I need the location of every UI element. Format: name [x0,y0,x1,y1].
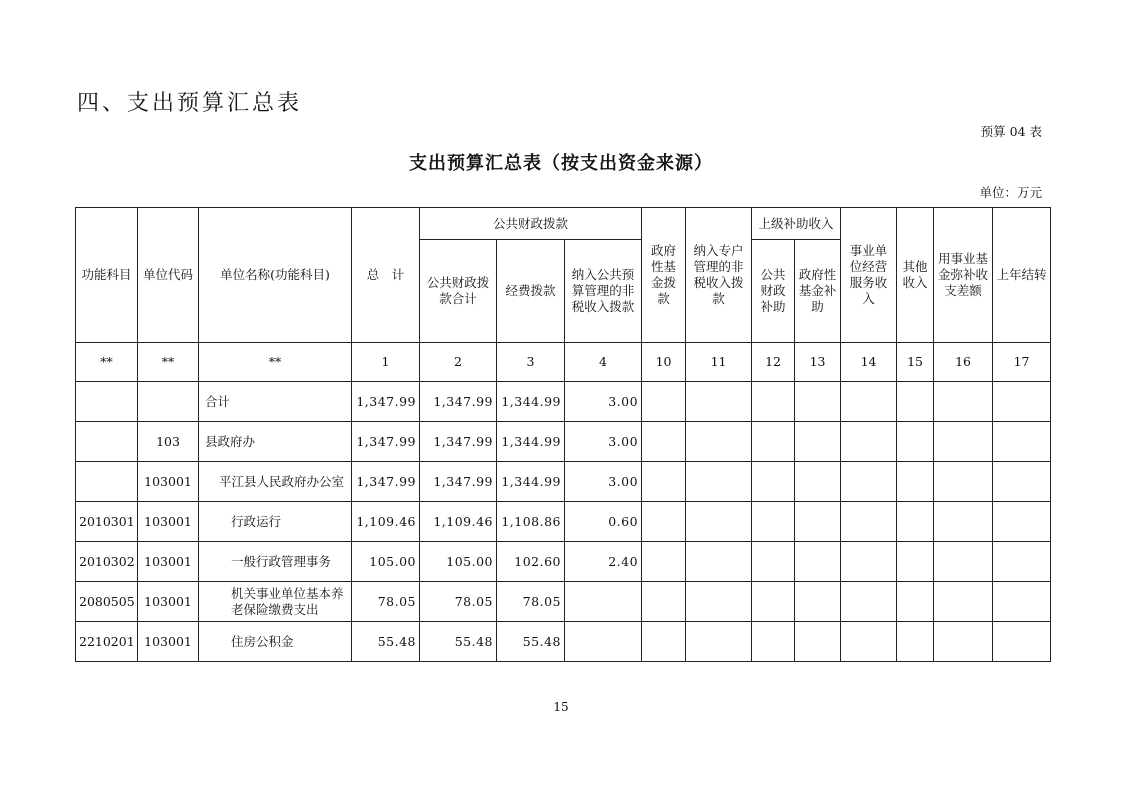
header-gov-fund: 政府性基金拨款 [642,208,686,343]
header-special-nontax: 纳入专户管理的非税收入拨款 [686,208,752,343]
total-cell: 1,347.99 [352,382,420,422]
unit-code-cell: 103001 [138,622,199,662]
unit-name-cell: 合计 [199,382,352,422]
header-us-gov-fund: 政府性基金补助 [795,240,841,343]
empty-cell [841,622,897,662]
empty-cell [795,582,841,622]
nontax-cell: 3.00 [565,422,642,462]
table-row [76,542,1051,582]
table-number: 预算 04 表 [980,124,1042,139]
empty-cell [993,382,1051,422]
empty-cell [752,422,795,462]
empty-cell [795,622,841,662]
empty-cell [686,542,752,582]
func-code-cell [76,422,138,462]
empty-cell [795,382,841,422]
empty-cell [897,622,934,662]
empty-cell [642,502,686,542]
pf-total-cell: 105.00 [420,542,497,582]
total-cell: 1,347.99 [352,422,420,462]
unit-code-cell: 103001 [138,462,199,502]
funding-cell: 1,344.99 [497,422,565,462]
empty-cell [795,502,841,542]
funding-cell: 1,344.99 [497,382,565,422]
funding-cell: 1,344.99 [497,462,565,502]
nontax-cell [565,582,642,622]
empty-cell [642,542,686,582]
func-code-cell: 2010302 [76,542,138,582]
unit-code-cell: 103 [138,422,199,462]
header-business-income: 事业单位经营服务收入 [841,208,897,343]
empty-cell [642,422,686,462]
unit-name-cell: 一般行政管理事务 [199,542,352,582]
empty-cell [686,582,752,622]
header-unit-code: 单位代码 [138,208,199,343]
unit-code-cell: 103001 [138,582,199,622]
empty-cell [897,462,934,502]
header-fund-balance: 用事业基金弥补收支差额 [934,208,993,343]
unit-name-cell: 县政府办 [199,422,352,462]
empty-cell [993,582,1051,622]
funding-cell: 102.60 [497,542,565,582]
header-other-income: 其他收入 [897,208,934,343]
column-index-cell: 17 [993,343,1051,382]
pf-total-cell: 78.05 [420,582,497,622]
func-code-cell [76,382,138,422]
empty-cell [752,462,795,502]
pf-total-cell: 1,109.46 [420,502,497,542]
header-func-code: 功能科目 [76,208,138,343]
func-code-cell [76,462,138,502]
table-title: 支出预算汇总表（按支出资金来源） [409,153,713,174]
nontax-cell: 0.60 [565,502,642,542]
pf-total-cell: 55.48 [420,622,497,662]
empty-cell [934,622,993,662]
column-index-cell: 16 [934,343,993,382]
empty-cell [993,422,1051,462]
column-index-cell: ** [138,343,199,382]
empty-cell [642,462,686,502]
table-row [76,582,1051,622]
column-index-cell: ** [199,343,352,382]
empty-cell [642,382,686,422]
header-pf-total: 公共财政拨款合计 [420,240,497,343]
table-row [76,382,1051,422]
nontax-cell: 3.00 [565,382,642,422]
empty-cell [934,542,993,582]
table-row [76,422,1051,462]
table-row [76,622,1051,662]
unit-code-cell: 103001 [138,542,199,582]
column-index-cell: 15 [897,343,934,382]
column-index-cell: ** [76,343,138,382]
empty-cell [841,582,897,622]
unit-name-cell: 住房公积金 [199,622,352,662]
total-cell: 55.48 [352,622,420,662]
unit-name-cell: 行政运行 [199,502,352,542]
empty-cell [795,542,841,582]
empty-cell [686,382,752,422]
column-index-row [76,343,1051,382]
empty-cell [752,502,795,542]
unit-name-cell: 机关事业单位基本养老保险缴费支出 [199,582,352,622]
empty-cell [642,582,686,622]
header-carryover: 上年结转 [993,208,1051,343]
unit-code-cell [138,382,199,422]
column-index-cell: 11 [686,343,752,382]
empty-cell [993,622,1051,662]
empty-cell [795,462,841,502]
empty-cell [934,422,993,462]
nontax-cell: 3.00 [565,462,642,502]
column-index-cell: 4 [565,343,642,382]
pf-total-cell: 1,347.99 [420,462,497,502]
funding-cell: 1,108.86 [497,502,565,542]
header-upper-subsidy: 上级补助收入 [752,208,841,240]
empty-cell [752,582,795,622]
unit-code-cell: 103001 [138,502,199,542]
empty-cell [686,622,752,662]
empty-cell [993,462,1051,502]
header-funding: 经费拨款 [497,240,565,343]
header-row-top [76,208,1051,240]
column-index-cell: 1 [352,343,420,382]
total-cell: 1,109.46 [352,502,420,542]
section-heading: 四、支出预算汇总表 [77,91,303,116]
header-unit-name: 单位名称(功能科目) [199,208,352,343]
empty-cell [993,542,1051,582]
unit-label: 单位：万元 [979,185,1042,200]
nontax-cell [565,622,642,662]
empty-cell [897,502,934,542]
func-code-cell: 2080505 [76,582,138,622]
empty-cell [934,462,993,502]
empty-cell [934,382,993,422]
column-index-cell: 2 [420,343,497,382]
funding-cell: 55.48 [497,622,565,662]
table-row [76,462,1051,502]
empty-cell [993,502,1051,542]
table-row [76,502,1051,542]
header-nontax-in-budget: 纳入公共预算管理的非税收入拨款 [565,240,642,343]
header-us-public: 公共财政补助 [752,240,795,343]
empty-cell [841,542,897,582]
total-cell: 1,347.99 [352,462,420,502]
pf-total-cell: 1,347.99 [420,382,497,422]
empty-cell [752,622,795,662]
empty-cell [897,382,934,422]
column-index-cell: 10 [642,343,686,382]
empty-cell [686,502,752,542]
unit-name-cell: 平江县人民政府办公室 [199,462,352,502]
pf-total-cell: 1,347.99 [420,422,497,462]
empty-cell [897,582,934,622]
column-index-cell: 12 [752,343,795,382]
empty-cell [752,542,795,582]
empty-cell [934,582,993,622]
empty-cell [841,462,897,502]
empty-cell [642,622,686,662]
empty-cell [752,382,795,422]
empty-cell [841,422,897,462]
empty-cell [841,382,897,422]
nontax-cell: 2.40 [565,542,642,582]
header-total: 总 计 [352,208,420,343]
empty-cell [934,502,993,542]
empty-cell [686,422,752,462]
column-index-cell: 14 [841,343,897,382]
total-cell: 78.05 [352,582,420,622]
empty-cell [897,542,934,582]
func-code-cell: 2210201 [76,622,138,662]
budget-summary-table [75,207,1051,662]
column-index-cell: 3 [497,343,565,382]
column-index-cell: 13 [795,343,841,382]
empty-cell [841,502,897,542]
empty-cell [686,462,752,502]
funding-cell: 78.05 [497,582,565,622]
empty-cell [795,422,841,462]
func-code-cell: 2010301 [76,502,138,542]
total-cell: 105.00 [352,542,420,582]
page-number: 15 [553,700,569,714]
empty-cell [897,422,934,462]
header-public-finance: 公共财政拨款 [420,208,642,240]
